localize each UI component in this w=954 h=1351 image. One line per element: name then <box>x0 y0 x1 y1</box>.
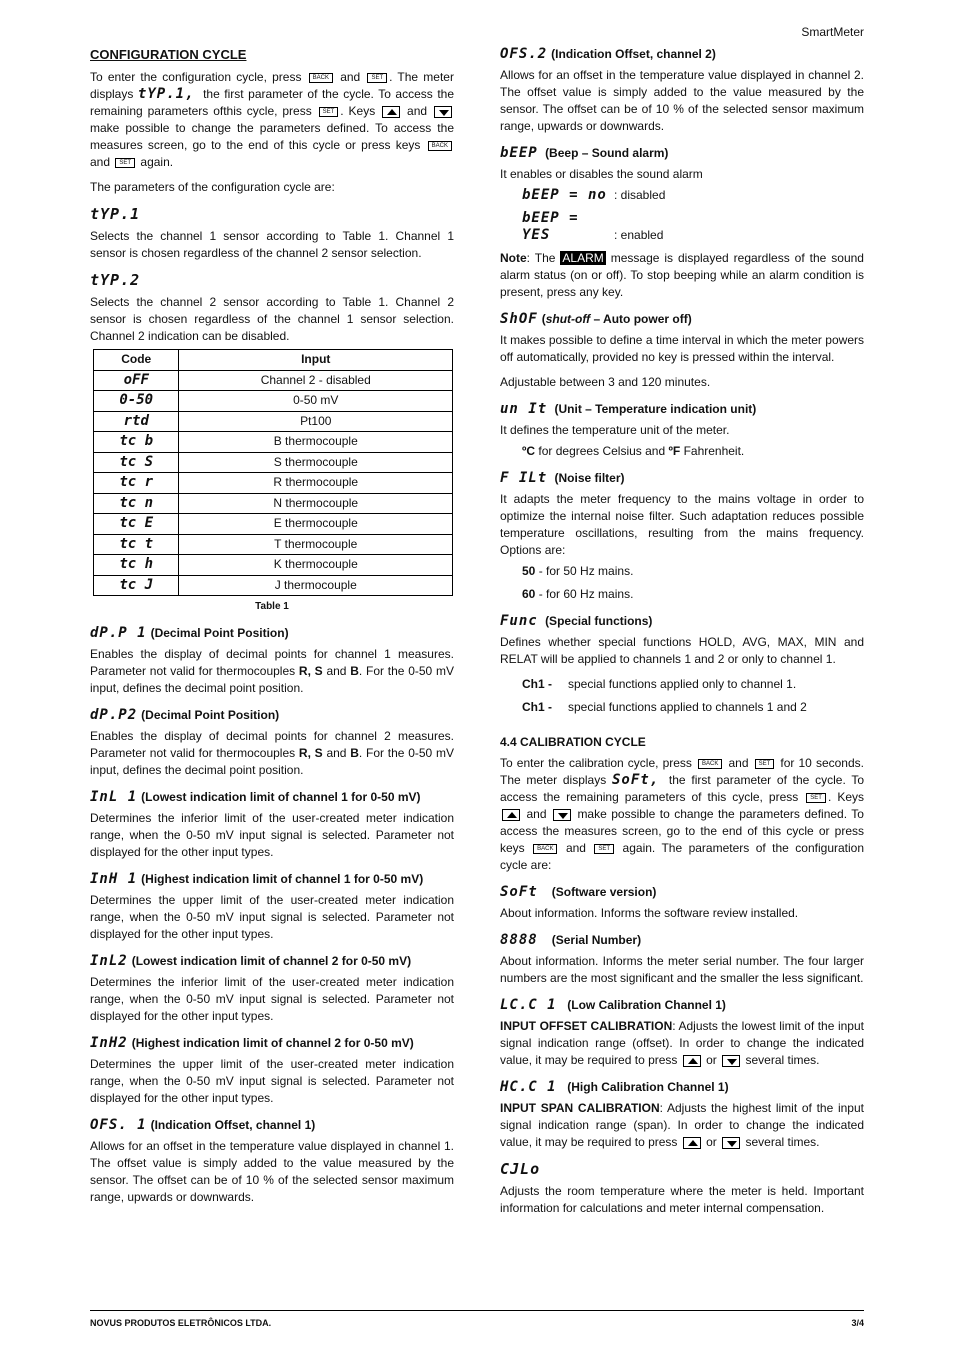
param-inh1-text: Determines the upper limit of the user-created meter indication range, when the 0-50 mV input signal is selected. Parameter not displayed for the other input types. <box>90 893 454 941</box>
func-option-2: Ch1 - special functions applied to channels 1 and 2 <box>522 700 807 714</box>
calib-intro: To enter the calibration cycle, press BACK and SET for 10 seconds. The meter displays SoFt, the first parameter of the cycle. To access the remaining parameters of this cycle, press SET . Keys and make possible to change the parameters defined. To access the measures screen, go to the end of this cycle or press keys BACK and SET again. The parameters of the configuration cycle are: <box>500 756 865 872</box>
param-typ2-title: tYP.2 <box>90 271 141 289</box>
set-key-icon: SET <box>319 107 339 117</box>
back-key-icon: BACK <box>309 73 333 83</box>
param-inh1-title: InH 1 (Highest indication limit of channel 1 for 0-50 mV) <box>90 871 424 887</box>
param-inh2-title: InH2 (Highest indication limit of channel 2 for 0-50 mV) <box>90 1035 414 1051</box>
table-row: tc t T thermocouple <box>94 534 453 555</box>
filt-option-60: 60 - for 60 Hz mains. <box>522 587 634 601</box>
param-ofs1-text: Allows for an offset in the temperature value displayed in channel 1. The offset value is simply added to the value measured by the sensor. The offset can be of 10 % of the selected sensor maximum range, upwards or downwards. <box>90 1139 454 1204</box>
table-row: tc E E thermocouple <box>94 514 453 535</box>
down-arrow-key-icon <box>722 1055 740 1067</box>
table-row: tc S S thermocouple <box>94 452 453 473</box>
beep-option-no: bEEP = no : disabled <box>522 187 666 203</box>
down-arrow-key-icon <box>434 106 452 118</box>
lcd-typ1: tYP.1, <box>137 86 195 102</box>
param-hcc1-title: HC.C 1 (High Calibration Channel 1) <box>500 1079 729 1095</box>
param-unit-options: ºC for degrees Celsius and ºF Fahrenheit. <box>522 444 745 458</box>
param-inl2-title: InL2 (Lowest indication limit of channel 2 for 0-50 mV) <box>90 953 412 969</box>
param-inl1-text: Determines the inferior limit of the user-created meter indication range, when the 0-50 mV input signal is selected. Parameter not displayed for the other input types. <box>90 811 454 859</box>
param-dpp1-text: Enables the display of decimal points for channel 1 measures. Parameter not valid for thermocouples R, S and B. For the 0-50 mV input, defines the decimal point position. <box>90 647 454 695</box>
set-key-icon: SET <box>594 844 614 854</box>
back-key-icon: BACK <box>533 844 557 854</box>
table-row: tc J J thermocouple <box>94 575 453 596</box>
back-key-icon: BACK <box>428 141 452 151</box>
config-intro: To enter the configuration cycle, press BACK and SET . The meter displays tYP.1, the first parameter of the cycle. To access the remaining parameters ofthis cycle, press SET . Keys and make possible to change the parameters defined. To access the measures screen, go to the end of this cycle or press keys BACK and SET again. <box>90 70 454 169</box>
up-arrow-key-icon <box>683 1055 701 1067</box>
param-shof-range: Adjustable between 3 and 120 minutes. <box>500 375 711 389</box>
param-inh2-text: Determines the upper limit of the user-created meter indication range, when the 0-50 mV input signal is selected. Parameter not displayed for the other input types. <box>90 1057 454 1105</box>
param-typ2-text: Selects the channel 2 sensor according to Table 1. Channel 2 sensor is chosen regardless of the channel 1 sensor selection. Channel 2 indication can be disabled. <box>90 295 454 343</box>
beep-note: Note: The ALARM message is displayed regardless of the sound alarm status (on or off). To stop beeping while an alarm condition is present, press any key. <box>500 251 864 299</box>
table-header-row <box>94 350 453 371</box>
param-lcc1-text: INPUT OFFSET CALIBRATION: Adjusts the lowest limit of the input signal indication range (offset). In order to change the indicated value, it may be required to press or several times. <box>500 1019 864 1067</box>
table-row: oFF Channel 2 - disabled <box>94 370 453 391</box>
param-filt-title: F ILt (Noise filter) <box>500 470 625 486</box>
filt-option-50: 50 - for 50 Hz mains. <box>522 564 634 578</box>
table-row: 0-50 0-50 mV <box>94 391 453 412</box>
param-dpp1-title: dP.P 1 (Decimal Point Position) <box>90 625 289 641</box>
param-soft-title: SoFt (Software version) <box>500 884 657 900</box>
footer-page-number: 3/4 <box>851 1318 864 1328</box>
table-header-code: Code <box>94 350 179 371</box>
param-dpp2-text: Enables the display of decimal points for channel 2 measures. Parameter not valid for thermocouples R, S and B. For the 0-50 mV input, defines the decimal point position. <box>90 729 454 777</box>
param-ofs1-title: OFS. 1 (Indication Offset, channel 1) <box>90 1117 316 1133</box>
param-hcc1-text: INPUT SPAN CALIBRATION: Adjusts the highest limit of the input signal indication range (span). In order to change the indicated value, it may be required to press or several times. <box>500 1101 864 1149</box>
param-filt-text: It adapts the meter frequency to the mains voltage in order to optimize the internal noise filter. Such adaptation reduces possible temperature oscillations, resulting from the mains frequency. Options are: <box>500 492 864 557</box>
set-key-icon: SET <box>367 73 387 83</box>
section-title-configuration: CONFIGURATION CYCLE <box>90 47 247 62</box>
param-inl1-title: InL 1 (Lowest indication limit of channel 1 for 0-50 mV) <box>90 789 421 805</box>
param-ofs2-text: Allows for an offset in the temperature value displayed in channel 2. The offset value is simply added to the value measured by the sensor. The offset can be of 10 % of the selected sensor maximum range, upwards or downwards. <box>500 68 864 133</box>
section-title-calibration: 4.4 CALIBRATION CYCLE <box>500 735 646 749</box>
param-ofs2-title: OFS.2 (Indication Offset, channel 2) <box>500 46 716 62</box>
down-arrow-key-icon <box>553 809 571 821</box>
param-beep-title: bEEP (Beep – Sound alarm) <box>500 145 669 161</box>
alarm-badge: ALARM <box>562 251 604 265</box>
param-soft-text: About information. Informs the software review installed. <box>500 906 799 920</box>
param-cjlo-text: Adjusts the room temperature where the meter is held. Important information for calculations and meter internal compensation. <box>500 1184 864 1215</box>
table-row: rtd Pt100 <box>94 411 453 432</box>
param-func-text: Defines whether special functions HOLD, AVG, MAX, MIN and RELAT will be applied to channels 1 and 2 or only to channel 1. <box>500 635 864 666</box>
set-key-icon: SET <box>115 158 135 168</box>
param-lcc1-title: LC.C 1 (Low Calibration Channel 1) <box>500 997 726 1013</box>
param-serial-text: About information. Informs the meter serial number. The four larger numbers are the most significant and the smaller the less significant. <box>500 954 864 985</box>
table-header-input: Input <box>179 350 453 371</box>
param-shof-text: It makes possible to define a time interval in which the meter powers off automatically, provided no key is pressed within the interval. <box>500 333 864 364</box>
table-caption: Table 1 <box>255 601 289 612</box>
param-dpp2-title: dP.P2 (Decimal Point Position) <box>90 707 280 723</box>
set-key-icon: SET <box>755 759 775 769</box>
lcd-soft: SoFt, <box>612 772 660 788</box>
param-inl2-text: Determines the inferior limit of the user-created meter indication range, when the 0-50 mV input signal is selected. Parameter not displayed for the other input types. <box>90 975 454 1023</box>
param-unit-text: It defines the temperature unit of the meter. <box>500 423 730 437</box>
set-key-icon: SET <box>806 793 826 803</box>
up-arrow-key-icon <box>382 106 400 118</box>
beep-option-yes: bEEP = YES : enabled <box>522 210 664 243</box>
up-arrow-key-icon <box>502 809 520 821</box>
right-column <box>500 44 864 1225</box>
sensor-table <box>93 349 453 596</box>
func-option-1: Ch1 - special functions applied only to channel 1. <box>522 677 797 691</box>
table-row: tc n N thermocouple <box>94 493 453 514</box>
param-unit-title: un It (Unit – Temperature indication unit) <box>500 401 757 417</box>
table-row: tc r R thermocouple <box>94 473 453 494</box>
param-typ1-title: tYP.1 <box>90 205 141 223</box>
down-arrow-key-icon <box>722 1137 740 1149</box>
param-serial-title: 8888 (Serial Number) <box>500 932 642 948</box>
footer-divider <box>90 1310 864 1311</box>
param-shof-title: ShOF (shut-off – Auto power off) <box>500 311 692 327</box>
footer-company: NOVUS PRODUTOS ELETRÔNICOS LTDA. <box>90 1318 272 1328</box>
params-intro: The parameters of the configuration cycle are: <box>90 180 335 194</box>
param-cjlo-title: CJLo <box>500 1160 541 1178</box>
table-row: tc h K thermocouple <box>94 555 453 576</box>
param-typ1-text: Selects the channel 1 sensor according to Table 1. Channel 1 sensor is chosen regardless of the channel 2 sensor selection. <box>90 229 454 260</box>
param-beep-text: It enables or disables the sound alarm <box>500 167 703 181</box>
table-row: tc b B thermocouple <box>94 432 453 453</box>
header-brand: SmartMeter <box>801 25 864 39</box>
param-func-title: Func (Special functions) <box>500 613 653 629</box>
left-column <box>90 44 454 1214</box>
up-arrow-key-icon <box>683 1137 701 1149</box>
back-key-icon: BACK <box>698 759 722 769</box>
